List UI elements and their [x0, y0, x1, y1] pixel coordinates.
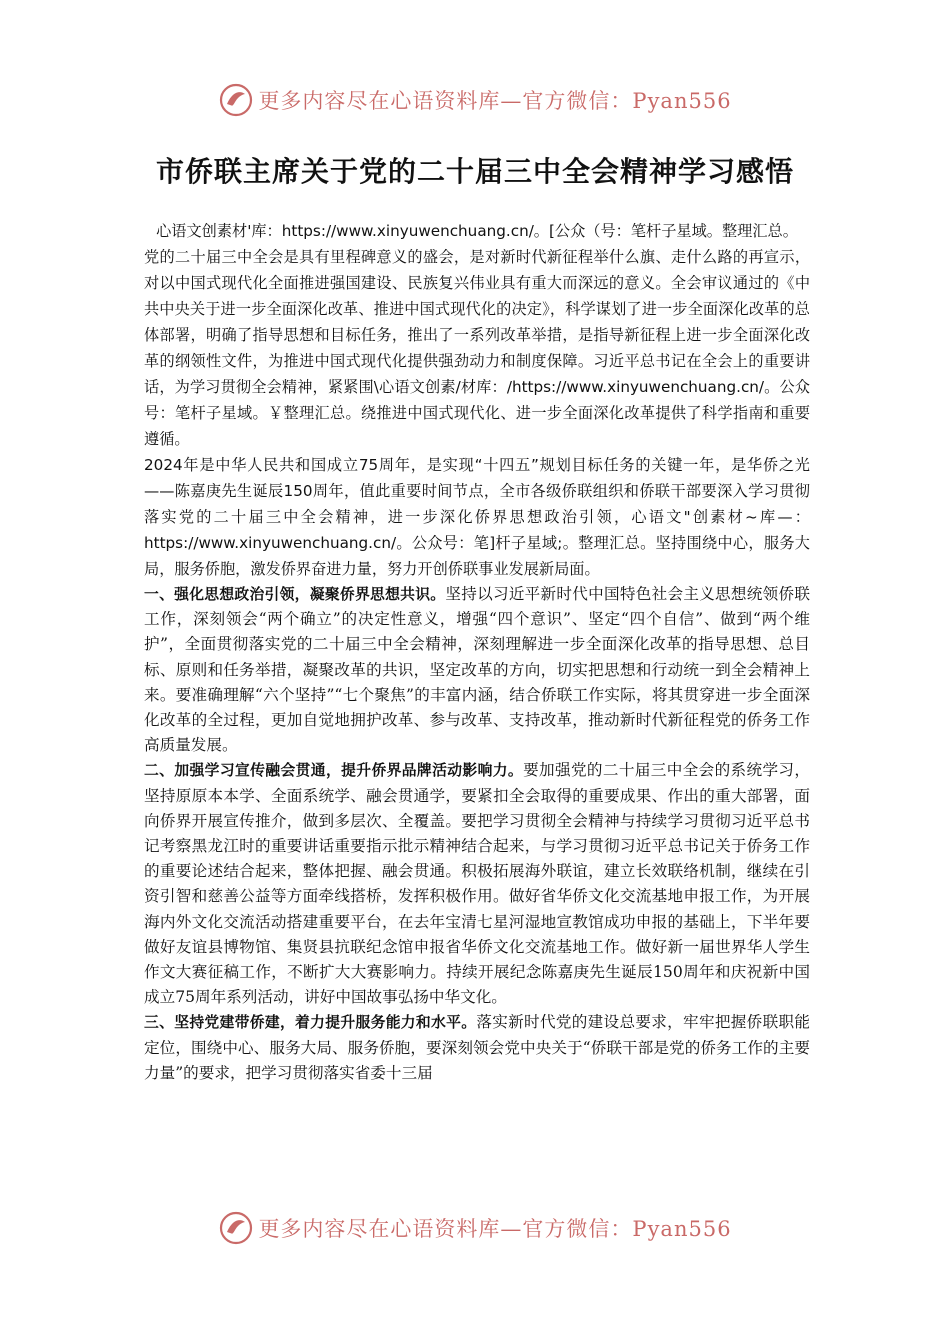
watermark-text: 更多内容尽在心语资料库—官方微信：Pyan556: [258, 89, 732, 113]
section-heading: 三、坚持党建带侨建，着力提升服务能力和水平。: [144, 1014, 477, 1032]
document-title: 市侨联主席关于党的二十届三中全会精神学习感悟: [155, 155, 794, 188]
section-paragraph: [144, 1010, 810, 1086]
brand-logo-icon: [218, 82, 254, 118]
section-paragraph: [144, 582, 810, 758]
section-paragraph: [144, 758, 810, 1010]
brand-logo-icon: [218, 1210, 254, 1246]
watermark-text: 更多内容尽在心语资料库—官方微信：Pyan556: [258, 1217, 732, 1241]
context-paragraph: 2024年是中华人民共和国成立75周年，是实现“十四五”规划目标任务的关键一年，是华侨之光——陈嘉庚先生诞辰150周年，值此重要时间节点，全市各级侨联组织和侨联干部要深入学习贯彻落实党的二十届三中全会精神，进一步深化侨界思想政治引领，心语文"创素材~库—：https://www.xinyuwenchuang.cn/。公众号：笔]杆子星域;。整理汇总。坚持围绕中心，服务大局，服务侨胞，激发侨界奋进力量，努力开创侨联事业发展新局面。: [144, 456, 810, 578]
section-heading: 二、加强学习宣传融会贯通，提升侨界品牌活动影响力。: [144, 762, 524, 780]
watermark-banner-top: [0, 80, 950, 120]
section-body: 要加强党的二十届三中全会的系统学习，坚持原原本本学、全面系统学、融会贯通学，要紧扣全会取得的重要成果、作出的重大部署，面向侨界开展宣传推介，做到多层次、全覆盖。要把学习贯彻全会精神与持续学习贯彻习近平总书记考察黑龙江时的重要讲话重要指示批示精神结合起来，与学习贯彻习近平总书记关于侨务工作的重要论述结合起来，整体把握、融会贯通。积极拓展海外联谊，建立长效联络机制，继续在引资引智和慈善公益等方面牵线搭桥，发挥积极作用。做好省华侨文化交流基地申报工作，为开展海内外文化交流活动搭建重要平台，在去年宝清七星河湿地宣教馆成功申报的基础上，下半年要做好友谊县博物馆、集贤县抗联纪念馆申报省华侨文化交流基地工作。做好新一届世界华人学生作文大赛征稿工作，不断扩大大赛影响力。持续开展纪念陈嘉庚先生诞辰150周年和庆祝新中国成立75周年系列活动，讲好中国故事弘扬中华文化。: [144, 761, 810, 1007]
section-heading: 一、强化思想政治引领，凝聚侨界思想共识。: [144, 586, 446, 603]
section-body: 落实新时代党的建设总要求，牢牢把握侨联职能定位，围绕中心、服务大局、服务侨胞，要深刻领会党中央关于“侨联干部是党的侨务工作的主要力量”的要求，把学习贯彻落实省委十三届: [144, 1013, 810, 1082]
watermark-banner-bottom: [0, 1208, 950, 1248]
section-body: 坚持以习近平新时代中国特色社会主义思想统领侨联工作，深刻领会“两个确立”的决定性意义，增强“四个意识”、坚定“四个自信”、做到“两个维护”，全面贯彻落实党的二十届三中全会精神，深刻理解进一步全面深化改革的指导思想、总目标、原则和任务举措，凝聚改革的共识，坚定改革的方向，切实把思想和行动统一到全会精神上来。要准确理解“六个坚持”“七个聚焦”的丰富内涵，结合侨联工作实际，将其贯穿进一步全面深化改革的全过程，更加自觉地拥护改革、参与改革、支持改革，推动新时代新征程党的侨务工作高质量发展。: [144, 585, 810, 755]
document-body: [144, 218, 810, 1086]
source-note: 心语文创素材'库：https://www.xinyuwenchuang.cn/。[公众（号：笔杆子星域。整理汇总。: [156, 222, 798, 240]
intro-paragraph: 党的二十届三中全会是具有里程碑意义的盛会，是对新时代新征程举什么旗、走什么路的再宣示，对以中国式现代化全面推进强国建设、民族复兴伟业具有重大而深远的意义。全会审议通过的《中共中央关于进一步全面深化改革、推进中国式现代化的决定》，科学谋划了进一步全面深化改革的总体部署，明确了指导思想和目标任务，推出了一系列改革举措，是指导新征程上进一步全面深化改革的纲领性文件，为推进中国式现代化提供强劲动力和制度保障。习近平总书记在全会上的重要讲话，为学习贯彻全会精神，紧紧围\心语文创素/材库：/https://www.xinyuwenchuang.cn/。公众号：笔杆子星域。￥整理汇总。绕推进中国式现代化、进一步全面深化改革提供了科学指南和重要遵循。: [144, 248, 810, 448]
